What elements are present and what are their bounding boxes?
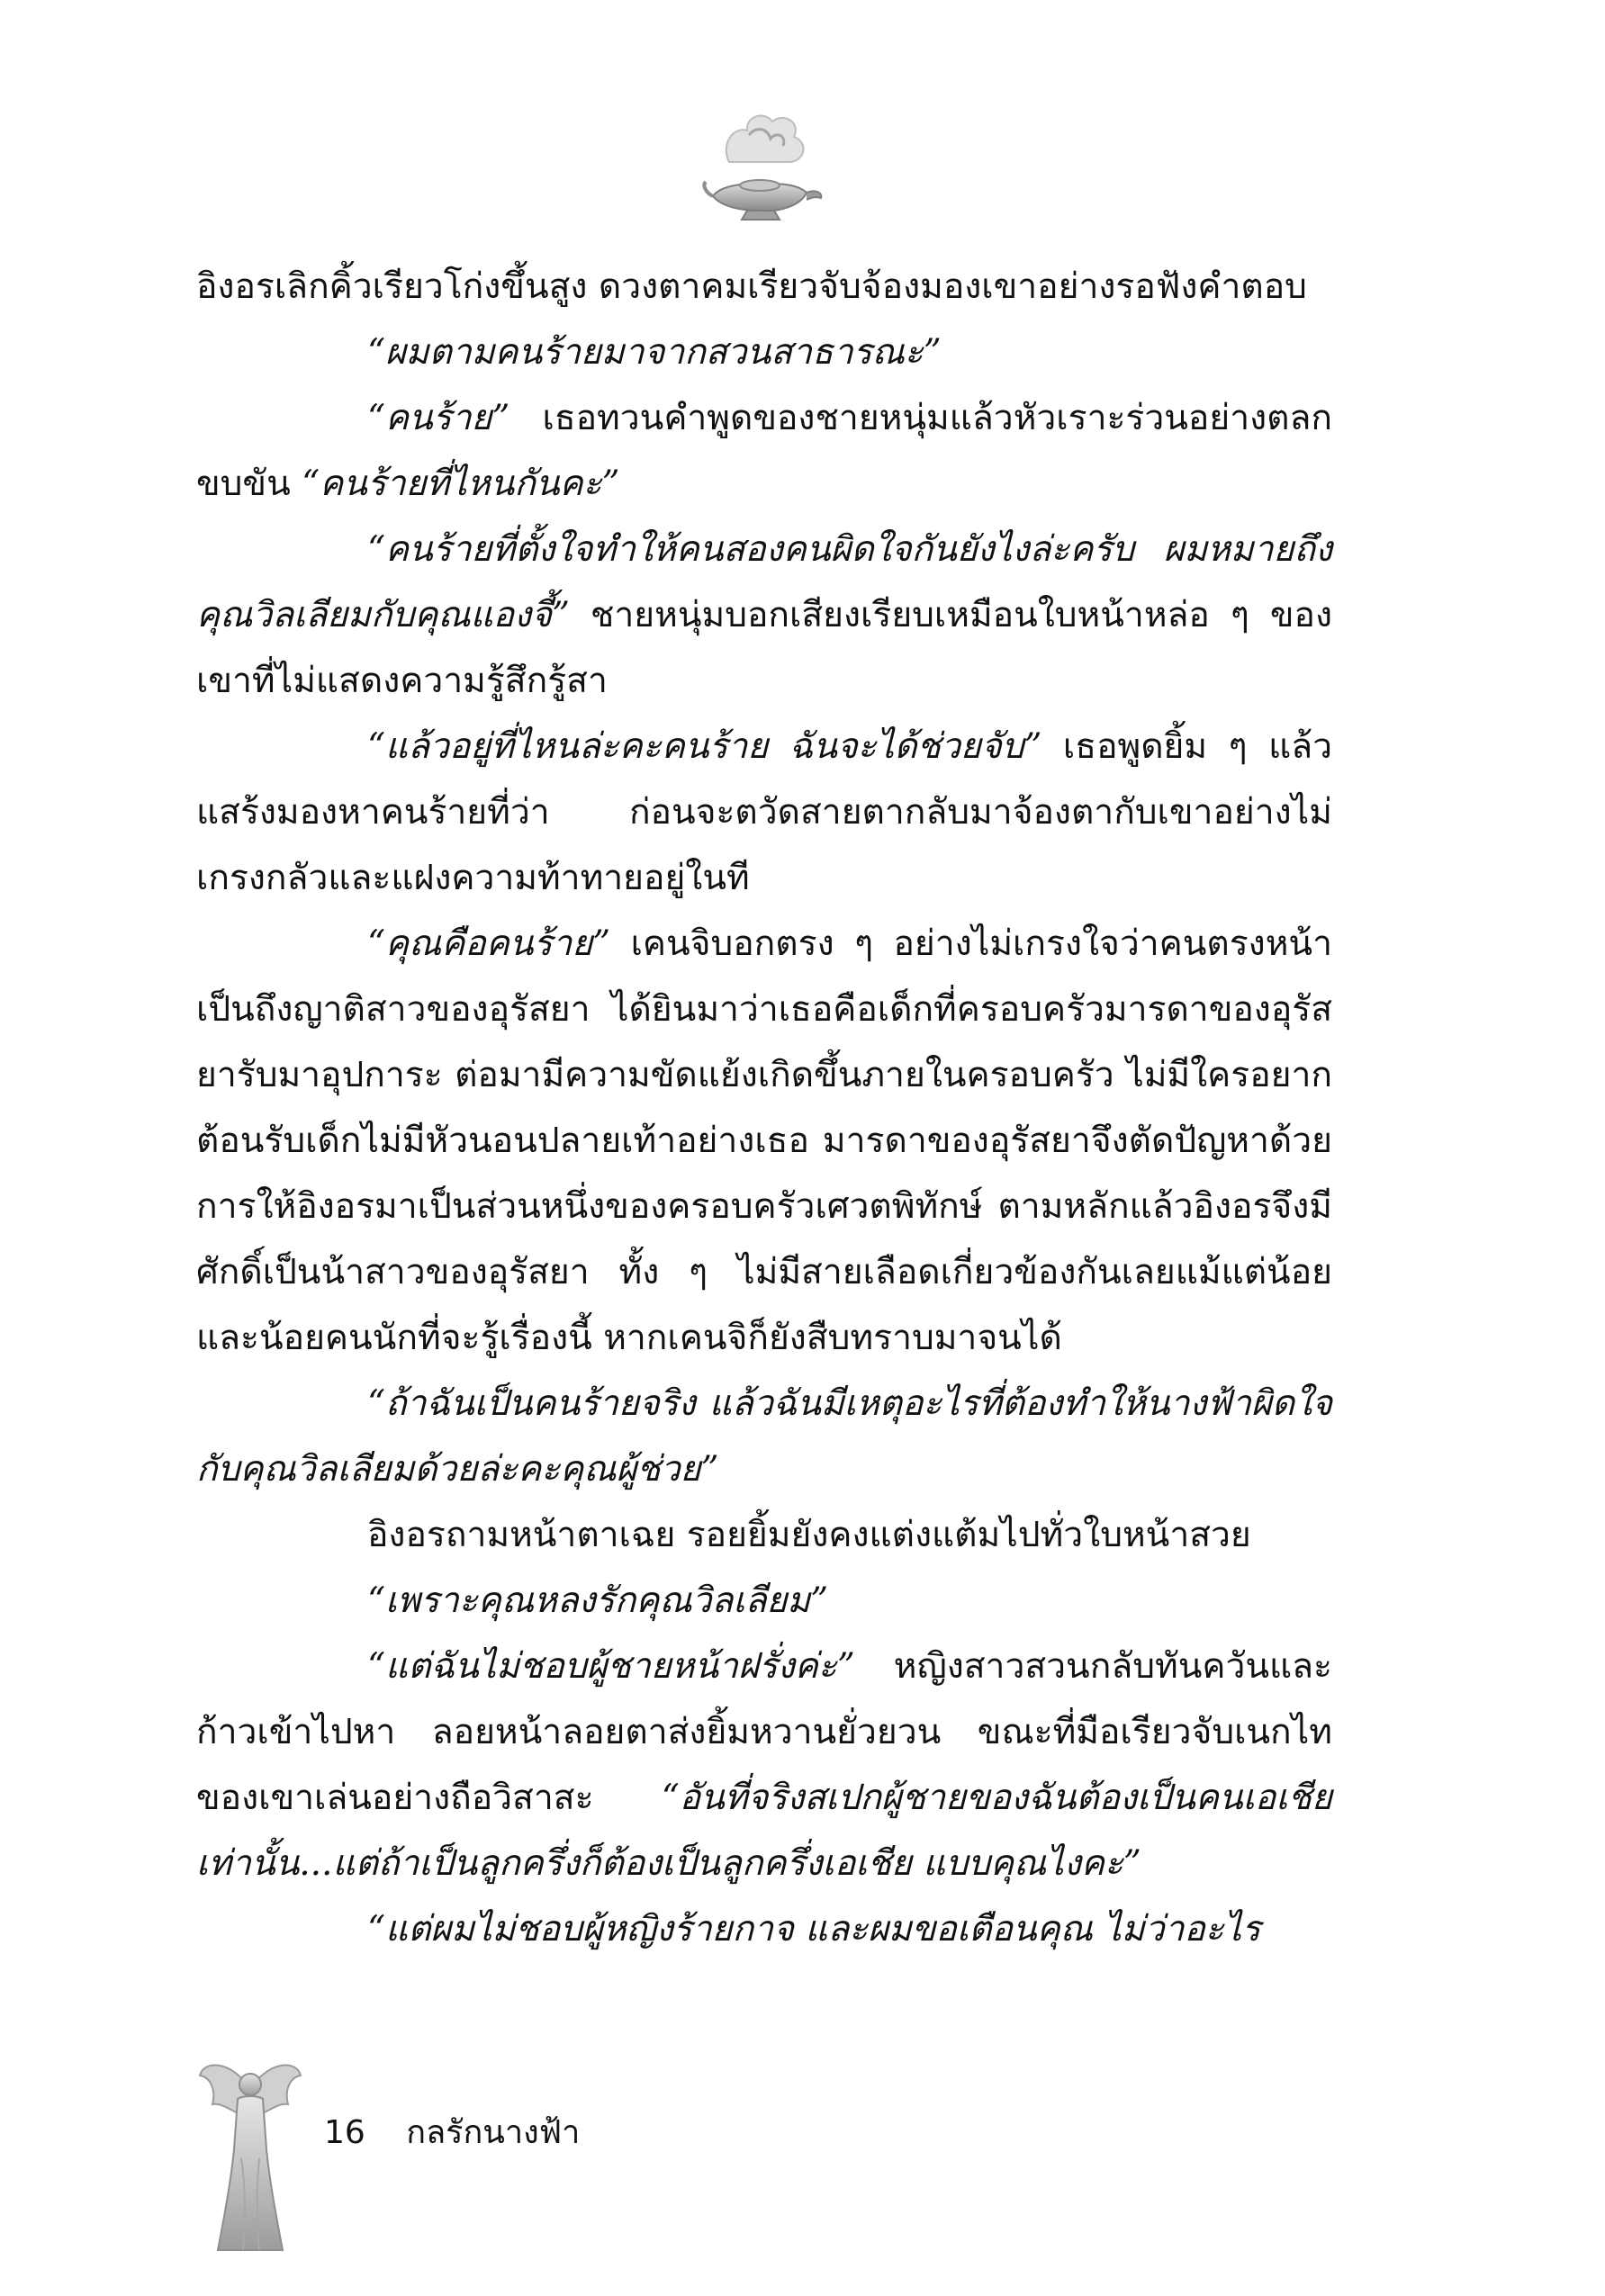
page-number: 16: [324, 2114, 365, 2151]
paragraph: [196, 1896, 1332, 1962]
dialogue-text: “คนร้าย”: [367, 398, 510, 438]
narration-text: อิงอรเลิกคิ้วเรียวโก่งขึ้นสูง ดวงตาคมเรียวจับจ้องมองเขาอย่างรอฟังคำตอบ: [196, 266, 1307, 307]
paragraph: [196, 714, 1332, 911]
paragraph: [196, 1502, 1332, 1568]
dialogue-text: “แล้วอยู่ที่ไหนล่ะคะคนร้าย ฉันจะได้ช่วยจับ”: [367, 726, 1042, 767]
paragraph: [196, 911, 1332, 1371]
dialogue-text: “อันที่จริงสเปกผู้ชายของฉันต้องเป็นคนเอเชียเท่านั้น...แต่ถ้าเป็นลูกครึ่งก็ต้องเป็นลูกครึ่งเอเชีย แบบคุณไงคะ”: [196, 1778, 1332, 1884]
dialogue-text: “คุณคือคนร้าย”: [367, 923, 611, 964]
paragraph: [196, 1568, 1332, 1634]
paragraph: [196, 320, 1332, 385]
genie-lamp-icon: [693, 99, 828, 234]
dialogue-text: “ผมตามคนร้ายมาจากสวนสาธารณะ”: [367, 332, 942, 373]
narration-text: หญิงสาวสวนกลับทันควันและก้าวเข้าไปหา ลอยหน้าลอยตาส่งยิ้มหวานยั่วยวน ขณะที่มือเรียวจับเนกไทของเขาเล่นอย่างถือวิสาสะ: [196, 1646, 1332, 1818]
narration-text: เคนจิบอกตรง ๆ อย่างไม่เกรงใจว่าคนตรงหน้าเป็นถึงญาติสาวของอุรัสยา ได้ยินมาว่าเธอคือเด็กที่ครอบครัวมารดาของอุรัสยารับมาอุปการะ ต่อมามีความขัดแย้งเกิดขึ้นภายในครอบครัว ไม่มีใครอยากต้อนรับเด็กไม่มีหัวนอนปลายเท้าอย่างเธอ มารดาของอุรัสยาจึงตัดปัญหาด้วยการให้อิงอรมาเป็นส่วนหนึ่งของครอบครัวเศวตพิทักษ์ ตามหลักแล้วอิงอรจึงมีศักดิ์เป็นน้าสาวของอุรัสยา ทั้ง ๆ ไม่มีสายเลือดเกี่ยวข้องกันเลยแม้แต่น้อย และน้อยคนนักที่จะรู้เรื่องนี้ หากเคนจิก็ยังสืบทราบมาจนได้: [196, 923, 1332, 1358]
dialogue-text: “ถ้าฉันเป็นคนร้ายจริง แล้วฉันมีเหตุอะไรที่ต้องทำให้นางฟ้าผิดใจกับคุณวิลเลียมด้วยล่ะคะคุณผู้ช่วย”: [196, 1383, 1332, 1490]
page-footer: [324, 2106, 580, 2157]
book-title: กลรักนางฟ้า: [406, 2114, 581, 2151]
narration-text: เธอทวนคำพูดของชายหนุ่มแล้วหัวเราะร่วนอย่างตลกขบขัน: [196, 398, 1332, 504]
paragraph: [196, 385, 1332, 517]
paragraph: [196, 254, 1332, 320]
body-text: [196, 254, 1332, 1962]
dialogue-text: “คนร้ายที่ไหนกันคะ”: [302, 464, 620, 504]
narration-text: ชายหนุ่มบอกเสียงเรียบเหมือนใบหน้าหล่อ ๆ ของเขาที่ไม่แสดงความรู้สึกรู้สา: [196, 595, 1332, 701]
narration-text: เธอพูดยิ้ม ๆ แล้วแสร้งมองหาคนร้ายที่ว่า ก่อนจะตวัดสายตากลับมาจ้องตากับเขาอย่างไม่เกรงกลัวและแฝงความท้าทายอยู่ในที: [196, 726, 1332, 898]
paragraph: [196, 1634, 1332, 1896]
paragraph: [196, 1371, 1332, 1502]
dialogue-text: “เพราะคุณหลงรักคุณวิลเลียม”: [367, 1580, 829, 1621]
angel-statue-icon: [196, 2050, 304, 2257]
dialogue-text: “คนร้ายที่ตั้งใจทำให้คนสองคนผิดใจกันยังไงล่ะครับ ผมหมายถึงคุณวิลเลียมกับคุณแองจี้”: [196, 529, 1332, 635]
paragraph: [196, 517, 1332, 714]
dialogue-text: “แต่ฉันไม่ชอบผู้ชายหน้าฝรั่งค่ะ”: [367, 1646, 855, 1687]
dialogue-text: “แต่ผมไม่ชอบผู้หญิงร้ายกาจ และผมขอเตือนคุณ ไม่ว่าอะไร: [367, 1909, 1261, 1949]
narration-text: อิงอรถามหน้าตาเฉย รอยยิ้มยังคงแต่งแต้มไปทั่วใบหน้าสวย: [367, 1515, 1251, 1555]
